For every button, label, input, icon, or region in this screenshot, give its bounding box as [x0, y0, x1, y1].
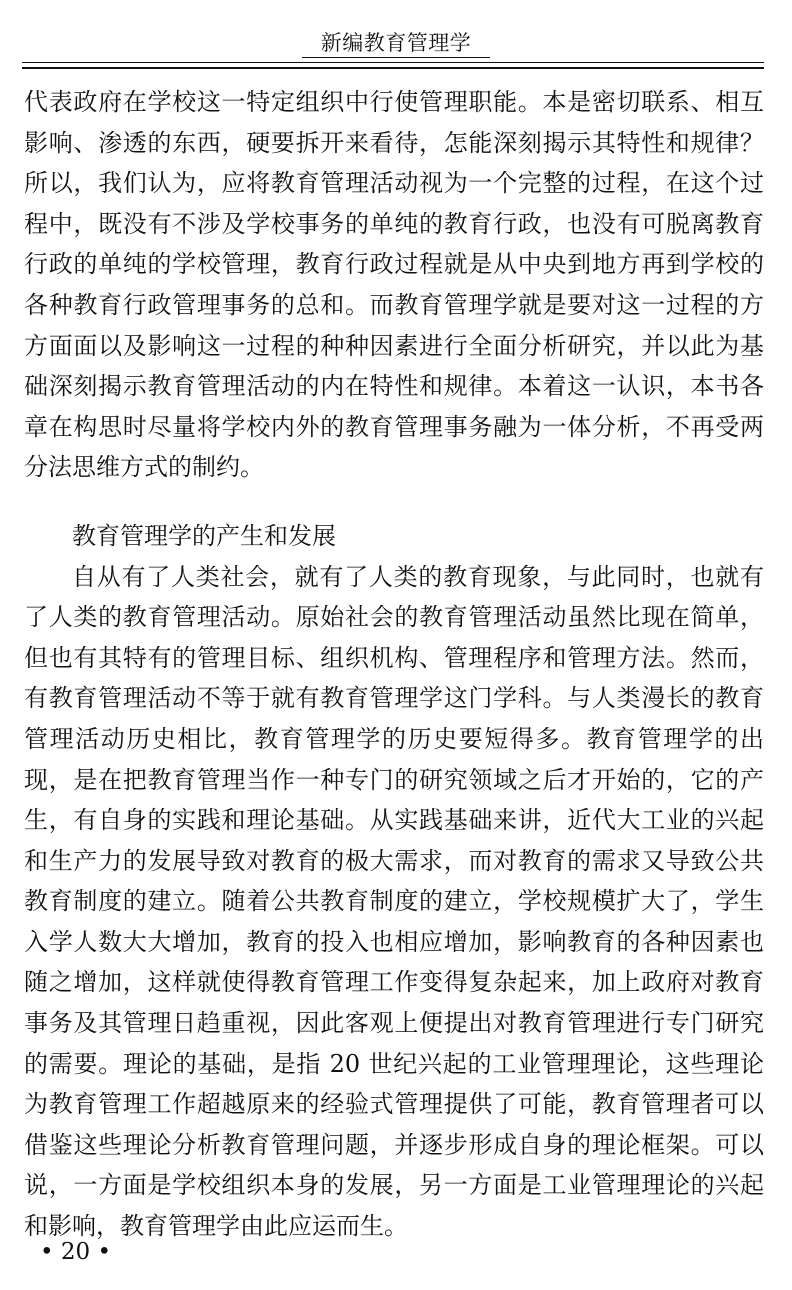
running-header-title: 新编教育管理学 — [320, 31, 472, 55]
paragraph-gap — [24, 488, 764, 516]
header-title-underline — [302, 57, 490, 58]
section-heading: 教育管理学的产生和发展 — [72, 521, 336, 550]
header-rule-thick — [22, 67, 764, 69]
page-body — [24, 82, 764, 1247]
header-rule-thin — [22, 62, 764, 63]
page-number: • 20 • — [40, 1239, 112, 1265]
body-paragraph: 自从有了人类社会，就有了人类的教育现象，与此同时，也就有了人类的教育管理活动。原始社会的教育管理活动虽然比现在简单，但也有其特有的管理目标、组织机构、管理程序和管理方法。然而，有教育管理活动不等于就有教育管理学这门学科。与人类漫长的教育管理活动历史相比，教育管理学的历史要短得多。教育管理学的出现，是在把教育管理当作一种专门的研究领域之后才开始的，它的产生，有自身的实践和理论基础。从实践基础来讲，近代大工业的兴起和生产力的发展导致对教育的极大需求，而对教育的需求又导致公共教育制度的建立。随着公共教育制度的建立，学校规模扩大了，学生入学人数大大增加，教育的投入也相应增加，影响教育的各种因素也随之增加，这样就使得教育管理工作变得复杂起来，加上政府对教育事务及其管理日趋重视，因此客观上便提出对教育管理进行专门研究的需要。理论的基础，是指 20 世纪兴起的工业管理理论，这些理论为教育管理工作超越原来的经验式管理提供了可能，教育管理者可以借鉴这些理论分析教育管理问题，并逐步形成自身的理论框架。可以说，一方面是学校组织本身的发展，另一方面是工业管理理论的兴起和影响，教育管理学由此应运而生。 — [24, 562, 764, 1241]
body-paragraph-continued: 代表政府在学校这一特定组织中行使管理职能。本是密切联系、相互影响、渗透的东西，硬要拆开来看待，怎能深刻揭示其特性和规律？所以，我们认为，应将教育管理活动视为一个完整的过程，在这个过程中，既没有不涉及学校事务的单纯的教育行政，也没有可脱离教育行政的单纯的学校管理，教育行政过程就是从中央到地方再到学校的各种教育行政管理事务的总和。而教育管理学就是要对这一过程的方方面面以及影响这一过程的种种因素进行全面分析研究，并以此为基础深刻揭示教育管理活动的内在特性和规律。本着这一认识，本书各章在构思时尽量将学校内外的教育管理事务融为一体分析，不再受两分法思维方式的制约。 — [24, 88, 764, 482]
